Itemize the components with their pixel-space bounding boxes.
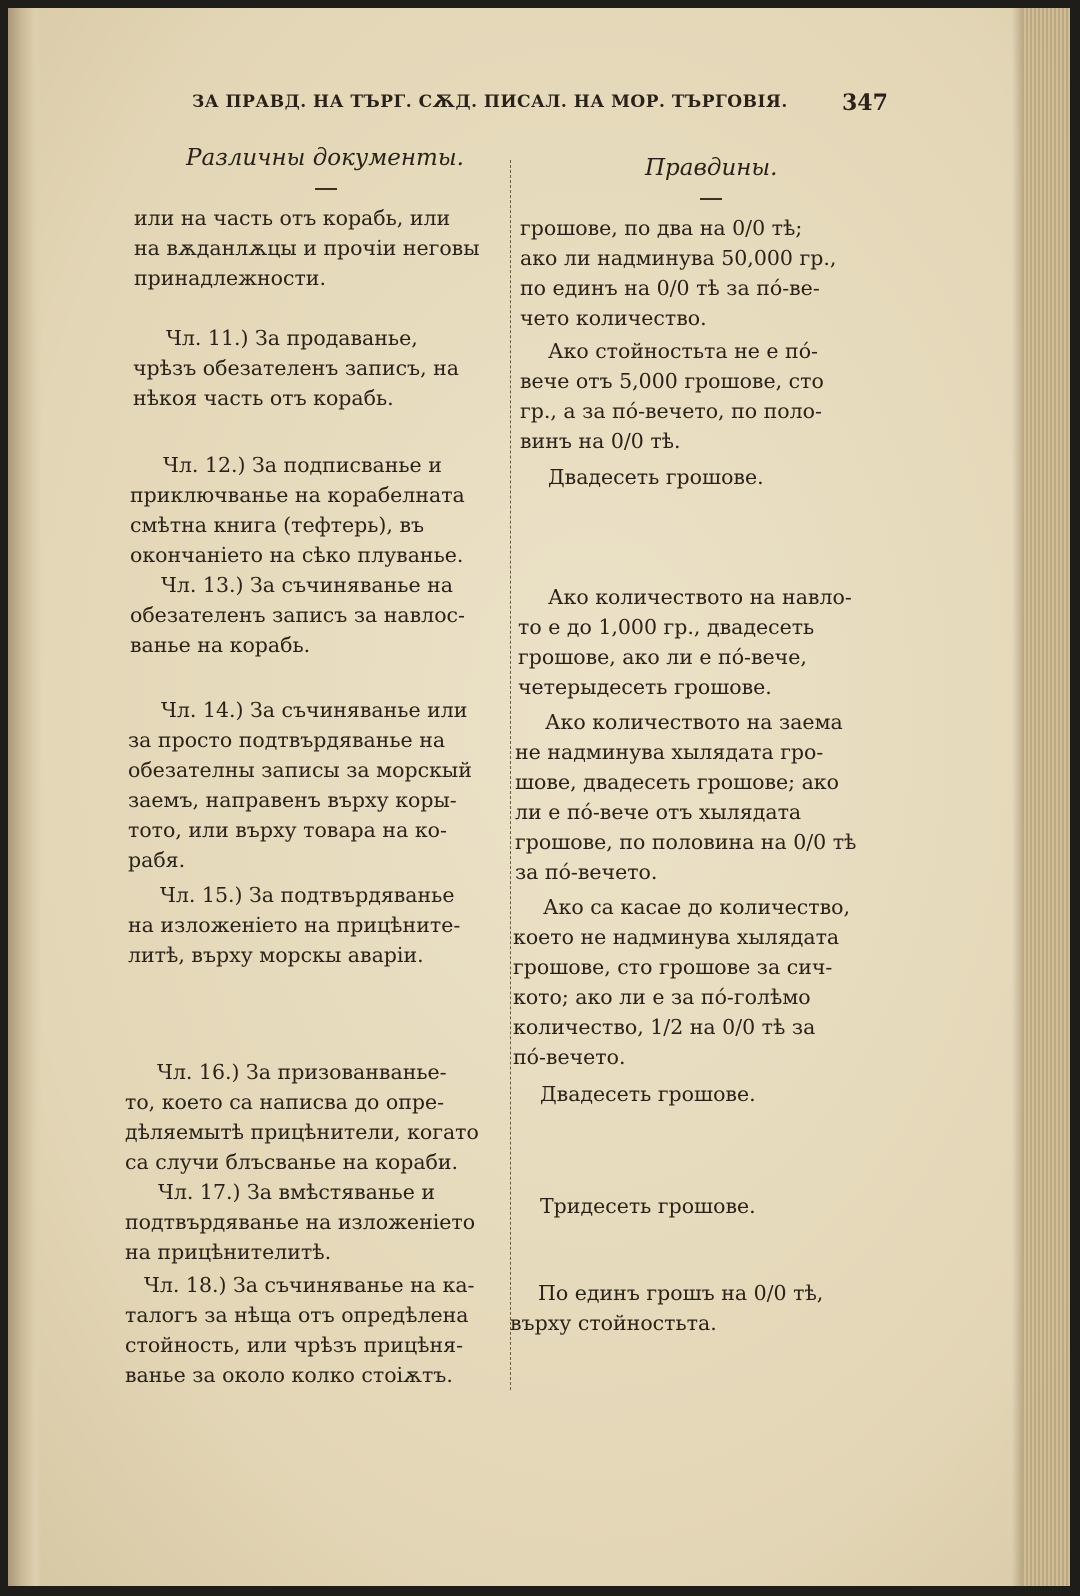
right-line: Ако количеството на заема	[545, 710, 843, 734]
right-line: ако ли надминува 50,000 гр.,	[520, 246, 837, 270]
left-line: ванье за около колко стоіѫтъ.	[125, 1363, 453, 1387]
right-line: чето количество.	[520, 306, 707, 330]
right-line: върху стойностьта.	[510, 1311, 717, 1335]
left-line: или на часть отъ корабь, или	[134, 206, 451, 230]
left-line: принадлежности.	[134, 266, 326, 290]
left-line: чрѣзъ обезателенъ записъ, на	[133, 356, 460, 380]
right-line: количество, 1/2 на 0/0 тѣ за	[513, 1015, 816, 1039]
left-line: то, което са написва до опре-	[125, 1090, 445, 1114]
page-number: 347	[842, 90, 888, 116]
left-line: ванье на корабь.	[130, 633, 311, 657]
right-line: кото; ако ли е за по́-голѣмо	[513, 985, 811, 1009]
right-line: Двадесеть грошове.	[548, 465, 764, 489]
left-heading-dash	[315, 188, 337, 190]
right-line: грошове, по два на 0/0 тѣ;	[520, 216, 803, 240]
right-line: шове, двадесеть грошове; ако	[515, 770, 839, 794]
left-line: на изложеніето на прицѣните-	[128, 913, 461, 937]
right-heading-dash	[700, 198, 722, 200]
left-line: обезателенъ записъ за навлос-	[130, 603, 465, 627]
right-line: не надминува хылядата гро-	[515, 740, 824, 764]
right-line: грошове, ако ли е по́-вече,	[518, 645, 807, 669]
left-line: окончаніето на сѣко плуванье.	[130, 543, 464, 567]
left-line: нѣкоя часть отъ корабь.	[133, 386, 394, 410]
right-line: за по́-вечето.	[515, 860, 658, 884]
right-line: което не надминува хылядата	[513, 925, 840, 949]
right-line: Ако стойностьта не е по́-	[548, 339, 818, 363]
left-line: за просто подтвърдяванье на	[128, 728, 446, 752]
fore-edge-shadow	[1012, 8, 1022, 1586]
right-line: четерыдесеть грошове.	[518, 675, 772, 699]
right-line: по́-вечето.	[513, 1045, 626, 1069]
page-fore-edge	[1022, 8, 1070, 1586]
left-line: смѣтна книга (тефтерь), въ	[130, 513, 425, 537]
right-line: гр., а за по́-вечето, по поло-	[520, 399, 822, 423]
left-line: Чл. 12.) За подписванье и	[163, 453, 442, 477]
right-line: ли е по́-вече отъ хылядата	[515, 800, 802, 824]
left-line: подтвърдяванье на изложеніето	[125, 1210, 476, 1234]
right-line: грошове, по половина на 0/0 тѣ	[515, 830, 857, 854]
page-gutter	[8, 8, 42, 1586]
left-line: на прицѣнителитѣ.	[125, 1240, 332, 1264]
left-line: обезателны записы за морскый	[128, 758, 472, 782]
left-line: са случи блъсванье на кораби.	[125, 1150, 459, 1174]
left-line: тото, или върху товара на ко-	[128, 818, 447, 842]
right-column-heading: Правдины.	[645, 155, 778, 181]
column-divider	[510, 160, 512, 1390]
left-line: талогъ за нѣща отъ опредѣлена	[125, 1303, 469, 1327]
right-line: вече отъ 5,000 грошове, сто	[520, 369, 824, 393]
left-line: Чл. 13.) За съчиняванье на	[161, 573, 453, 597]
left-line: Чл. 17.) За вмѣстяванье и	[158, 1180, 436, 1204]
right-line: то е до 1,000 гр., двадесеть	[518, 615, 815, 639]
left-line: рабя.	[128, 848, 186, 872]
left-line: Чл. 16.) За призованванье-	[157, 1060, 447, 1084]
right-line: Ако са касае до количество,	[543, 895, 851, 919]
right-line: винъ на 0/0 тѣ.	[520, 429, 681, 453]
left-line: заемъ, направенъ върху коры-	[128, 788, 457, 812]
left-line: дѣляемытѣ прицѣнители, когато	[125, 1120, 479, 1144]
left-line: литѣ, върху морскы аваріи.	[128, 943, 424, 967]
left-line: Чл. 15.) За подтвърдяванье	[160, 883, 455, 907]
right-line: Двадесеть грошове.	[540, 1082, 756, 1106]
right-line: По единъ грошъ на 0/0 тѣ,	[538, 1281, 824, 1305]
right-line: грошове, сто грошове за сич-	[513, 955, 833, 979]
right-line: Ако количеството на навло-	[548, 585, 852, 609]
left-line: Чл. 14.) За съчиняванье или	[161, 698, 468, 722]
left-line: Чл. 11.) За продаванье,	[166, 326, 418, 350]
left-line: на вѫданлѫцы и прочіи неговы	[134, 236, 480, 260]
running-head: ЗА ПРАВД. НА ТЪРГ. СѪД. ПИСАЛ. НА МОР. ТЪРГОВІЯ.	[192, 92, 788, 112]
left-line: приключванье на корабелната	[130, 483, 465, 507]
left-line: Чл. 18.) За съчиняванье на ка-	[144, 1273, 475, 1297]
left-line: стойность, или чрѣзъ прицѣня-	[125, 1333, 464, 1357]
left-column-heading: Различны документы.	[186, 145, 464, 171]
right-line: Тридесеть грошове.	[540, 1194, 756, 1218]
right-line: по единъ на 0/0 тѣ за по́-ве-	[520, 276, 820, 300]
